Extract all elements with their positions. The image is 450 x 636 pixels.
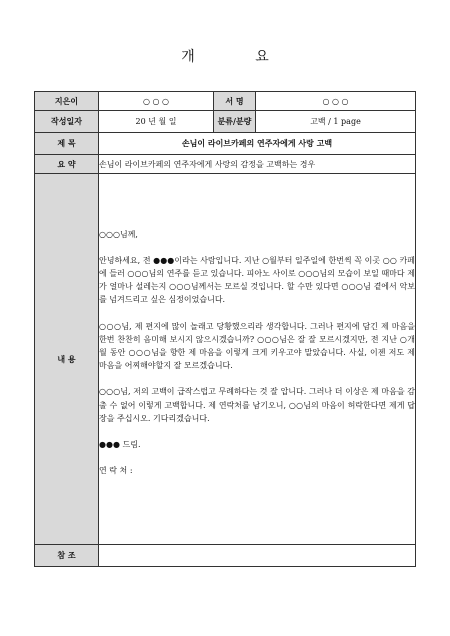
content-body[interactable] xyxy=(99,174,416,545)
category-label: 분류/분량 xyxy=(214,111,256,133)
date-value[interactable]: 20 년 월 일 xyxy=(99,111,214,133)
date-row xyxy=(35,111,416,133)
summary-form-table xyxy=(34,91,416,567)
summary-label: 요 약 xyxy=(35,155,99,174)
content-row xyxy=(35,174,416,545)
author-row xyxy=(35,92,416,111)
content-label: 내 용 xyxy=(35,174,99,545)
summary-value[interactable]: 손님이 라이브카페의 연주자에게 사랑의 감정을 고백하는 경우 xyxy=(99,155,416,174)
letter-closing: ●●● 드림. xyxy=(99,440,141,450)
subject-label: 제 목 xyxy=(35,133,99,155)
signature-value[interactable]: ○ ○ ○ xyxy=(256,92,416,111)
date-label: 작성일자 xyxy=(35,111,99,133)
subject-value[interactable]: 손님이 라이브카페의 연주자에게 사랑 고백 xyxy=(99,133,416,155)
page-title: 개 요 xyxy=(181,49,297,65)
category-value[interactable]: 고백 / 1 page xyxy=(256,111,416,133)
author-label: 지은이 xyxy=(35,92,99,111)
letter-contact: 연 락 처 : xyxy=(99,466,133,476)
summary-row xyxy=(35,155,416,174)
signature-label: 서 명 xyxy=(214,92,256,111)
letter-paragraph: ○○○님, 제 편지에 많이 놀래고 당황했으리라 생각합니다. 그러나 편지에 담긴 제 마음을 한번 찬찬히 음미해 보시지 않으시겠습니까? ○○○님은 잘 잘 모르시겠지만, 전 지난 ○개월 동안 ○○○님을 향한 제 마음을 이렇게 크게 키우고야 말았습니다. 사실, 이젠 저도 제 마음을 어찌해야할지 잘 모르겠습니다. xyxy=(99,321,415,371)
reference-value[interactable] xyxy=(99,545,416,567)
letter-paragraph: ○○○님, 저의 고백이 급작스럽고 무례하다는 것 잘 압니다. 그러나 더 이상은 제 마음을 감출 수 없어 이렇게 고백합니다. 제 연락처를 남기오니, ○○님의 마음이 허락한다면 제게 답장을 주십시오. 기다리겠습니다. xyxy=(99,387,415,423)
reference-row xyxy=(35,545,416,567)
subject-row xyxy=(35,133,416,155)
author-value[interactable]: ○ ○ ○ xyxy=(99,92,214,111)
reference-label: 참 조 xyxy=(35,545,99,567)
letter-paragraph: 안녕하세요, 전 ●●●이라는 사람입니다. 지난 ○월부터 일주일에 한번씩 꼭 이곳 ○○ 카페에 들러 ○○○님의 연주를 듣고 있습니다. 피아노 사이로 ○○○님의 모습이 보일 때마다 제가 얼마나 설레는지 ○○○님께서는 모르실 것입니다. 할 수만 있다면 ○○○님 곁에서 악보를 넘겨드리고 싶은 심정이었습니다. xyxy=(99,255,415,305)
letter-greeting: ○○○님께, xyxy=(99,229,138,239)
